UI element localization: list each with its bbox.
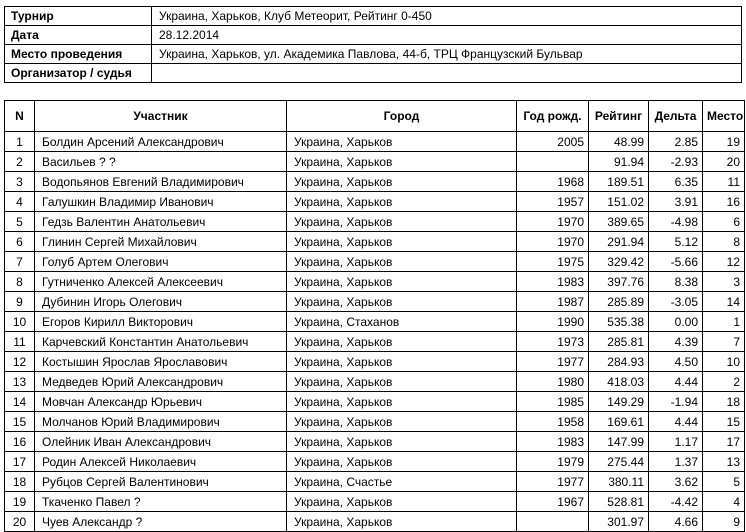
table-row [5,192,745,212]
cell-birth-year: 1958 [517,412,589,432]
cell-rating: 380.11 [589,472,649,492]
cell-delta: 2.85 [649,132,703,152]
table-row [5,432,745,452]
cell-birth-year: 1957 [517,192,589,212]
cell-n: 2 [5,152,35,172]
cell-delta: 3.91 [649,192,703,212]
cell-birth-year: 1983 [517,272,589,292]
cell-rating: 285.81 [589,332,649,352]
cell-rating: 528.81 [589,492,649,512]
cell-rating: 48.99 [589,132,649,152]
info-label: Дата [5,26,152,45]
cell-n: 16 [5,432,35,452]
cell-n: 20 [5,512,35,532]
cell-participant: Дубинин Игорь Олегович [35,292,287,312]
header-rating: Рейтинг [589,101,649,132]
cell-participant: Рубцов Сергей Валентинович [35,472,287,492]
info-label: Турнир [5,7,152,26]
cell-birth-year: 1970 [517,232,589,252]
cell-place: 14 [703,292,745,312]
info-value: 28.12.2014 [152,26,742,45]
cell-delta: -4.42 [649,492,703,512]
cell-participant: Гедзь Валентин Анатольевич [35,212,287,232]
cell-delta: 6.35 [649,172,703,192]
tournament-info-body [5,7,742,83]
cell-rating: 535.38 [589,312,649,332]
cell-participant: Карчевский Константин Анатольевич [35,332,287,352]
cell-place: 16 [703,192,745,212]
table-row [5,452,745,472]
cell-n: 10 [5,312,35,332]
cell-place: 7 [703,332,745,352]
cell-rating: 169.61 [589,412,649,432]
cell-city: Украина, Харьков [287,492,517,512]
cell-place: 12 [703,252,745,272]
cell-participant: Глинин Сергей Михайлович [35,232,287,252]
cell-place: 11 [703,172,745,192]
cell-n: 4 [5,192,35,212]
cell-delta: 4.44 [649,412,703,432]
cell-participant: Родин Алексей Николаевич [35,452,287,472]
info-value: Украина, Харьков, ул. Академика Павлова, 44-б, ТРЦ Французский Бульвар [152,45,742,64]
cell-city: Украина, Харьков [287,452,517,472]
cell-n: 6 [5,232,35,252]
cell-rating: 189.51 [589,172,649,192]
cell-birth-year: 1987 [517,292,589,312]
info-row [5,26,742,45]
cell-city: Украина, Харьков [287,192,517,212]
cell-rating: 418.03 [589,372,649,392]
cell-place: 6 [703,212,745,232]
info-value [152,64,742,83]
header-participant: Участник [35,101,287,132]
cell-city: Украина, Харьков [287,172,517,192]
cell-rating: 397.76 [589,272,649,292]
cell-birth-year: 1973 [517,332,589,352]
cell-city: Украина, Харьков [287,252,517,272]
cell-rating: 285.89 [589,292,649,312]
info-value: Украина, Харьков, Клуб Метеорит, Рейтинг 0-450 [152,7,742,26]
cell-delta: 3.62 [649,472,703,492]
cell-participant: Медведев Юрий Александрович [35,372,287,392]
results-table [4,100,745,532]
cell-delta: 1.37 [649,452,703,472]
cell-participant: Костышин Ярослав Ярославович [35,352,287,372]
cell-place: 8 [703,232,745,252]
cell-delta: 4.66 [649,512,703,532]
cell-rating: 291.94 [589,232,649,252]
cell-participant: Ткаченко Павел ? [35,492,287,512]
cell-birth-year [517,152,589,172]
cell-n: 19 [5,492,35,512]
table-row [5,492,745,512]
table-row [5,312,745,332]
cell-place: 9 [703,512,745,532]
cell-participant: Водопьянов Евгений Владимирович [35,172,287,192]
cell-city: Украина, Харьков [287,372,517,392]
cell-delta: 1.17 [649,432,703,452]
cell-birth-year: 1983 [517,432,589,452]
cell-participant: Гутниченко Алексей Алексеевич [35,272,287,292]
cell-city: Украина, Харьков [287,292,517,312]
header-delta: Дельта [649,101,703,132]
cell-birth-year: 1977 [517,352,589,372]
cell-city: Украина, Харьков [287,272,517,292]
cell-city: Украина, Харьков [287,432,517,452]
cell-birth-year: 1970 [517,212,589,232]
cell-birth-year: 1980 [517,372,589,392]
cell-rating: 284.93 [589,352,649,372]
cell-place: 1 [703,312,745,332]
cell-city: Украина, Харьков [287,152,517,172]
cell-n: 12 [5,352,35,372]
cell-city: Украина, Харьков [287,332,517,352]
table-row [5,412,745,432]
cell-participant: Галушкин Владимир Иванович [35,192,287,212]
info-label: Место проведения [5,45,152,64]
table-row [5,472,745,492]
cell-delta: 8.38 [649,272,703,292]
table-row [5,172,745,192]
cell-rating: 147.99 [589,432,649,452]
table-row [5,232,745,252]
cell-city: Украина, Харьков [287,132,517,152]
info-row [5,7,742,26]
cell-city: Украина, Стаханов [287,312,517,332]
table-row [5,272,745,292]
table-row [5,132,745,152]
cell-n: 15 [5,412,35,432]
info-row [5,64,742,83]
cell-rating: 151.02 [589,192,649,212]
cell-birth-year: 1975 [517,252,589,272]
cell-n: 17 [5,452,35,472]
table-row [5,252,745,272]
cell-rating: 301.97 [589,512,649,532]
cell-birth-year: 1968 [517,172,589,192]
cell-city: Украина, Счастье [287,472,517,492]
cell-participant: Васильев ? ? [35,152,287,172]
cell-place: 15 [703,412,745,432]
tournament-info-table [4,6,742,83]
table-row [5,332,745,352]
table-row [5,372,745,392]
cell-delta: -2.93 [649,152,703,172]
cell-delta: 0.00 [649,312,703,332]
cell-place: 13 [703,452,745,472]
cell-birth-year [517,512,589,532]
cell-city: Украина, Харьков [287,212,517,232]
table-row [5,292,745,312]
table-row [5,352,745,372]
header-n: N [5,101,35,132]
cell-place: 19 [703,132,745,152]
header-birth-year: Год рожд. [517,101,589,132]
cell-n: 7 [5,252,35,272]
table-row [5,512,745,532]
results-header-row [5,101,745,132]
cell-birth-year: 1977 [517,472,589,492]
cell-n: 13 [5,372,35,392]
cell-city: Украина, Харьков [287,352,517,372]
cell-rating: 389.65 [589,212,649,232]
cell-n: 14 [5,392,35,412]
cell-n: 18 [5,472,35,492]
cell-n: 11 [5,332,35,352]
cell-delta: 4.44 [649,372,703,392]
cell-delta: 4.50 [649,352,703,372]
cell-birth-year: 1979 [517,452,589,472]
cell-participant: Чуев Александр ? [35,512,287,532]
cell-place: 5 [703,472,745,492]
cell-place: 4 [703,492,745,512]
table-row [5,152,745,172]
results-body [5,132,745,532]
cell-participant: Егоров Кирилл Викторович [35,312,287,332]
cell-place: 20 [703,152,745,172]
cell-place: 17 [703,432,745,452]
cell-place: 18 [703,392,745,412]
cell-birth-year: 2005 [517,132,589,152]
table-row [5,212,745,232]
cell-participant: Молчанов Юрий Владимирович [35,412,287,432]
cell-rating: 329.42 [589,252,649,272]
cell-birth-year: 1985 [517,392,589,412]
header-place: Место [703,101,745,132]
cell-delta: -4.98 [649,212,703,232]
cell-delta: -3.05 [649,292,703,312]
cell-delta: -1.94 [649,392,703,412]
cell-place: 2 [703,372,745,392]
cell-birth-year: 1967 [517,492,589,512]
cell-birth-year: 1990 [517,312,589,332]
cell-delta: 5.12 [649,232,703,252]
cell-participant: Мовчан Александр Юрьевич [35,392,287,412]
cell-city: Украина, Харьков [287,512,517,532]
cell-rating: 275.44 [589,452,649,472]
cell-delta: 4.39 [649,332,703,352]
header-city: Город [287,101,517,132]
cell-place: 10 [703,352,745,372]
cell-n: 1 [5,132,35,152]
cell-city: Украина, Харьков [287,232,517,252]
cell-participant: Болдин Арсений Александрович [35,132,287,152]
info-row [5,45,742,64]
cell-city: Украина, Харьков [287,412,517,432]
cell-rating: 149.29 [589,392,649,412]
cell-n: 8 [5,272,35,292]
cell-delta: -5.66 [649,252,703,272]
cell-n: 5 [5,212,35,232]
cell-rating: 91.94 [589,152,649,172]
cell-city: Украина, Харьков [287,392,517,412]
table-row [5,392,745,412]
cell-place: 3 [703,272,745,292]
cell-participant: Олейник Иван Александрович [35,432,287,452]
cell-n: 3 [5,172,35,192]
info-label: Организатор / судья [5,64,152,83]
cell-participant: Голуб Артем Олегович [35,252,287,272]
cell-n: 9 [5,292,35,312]
